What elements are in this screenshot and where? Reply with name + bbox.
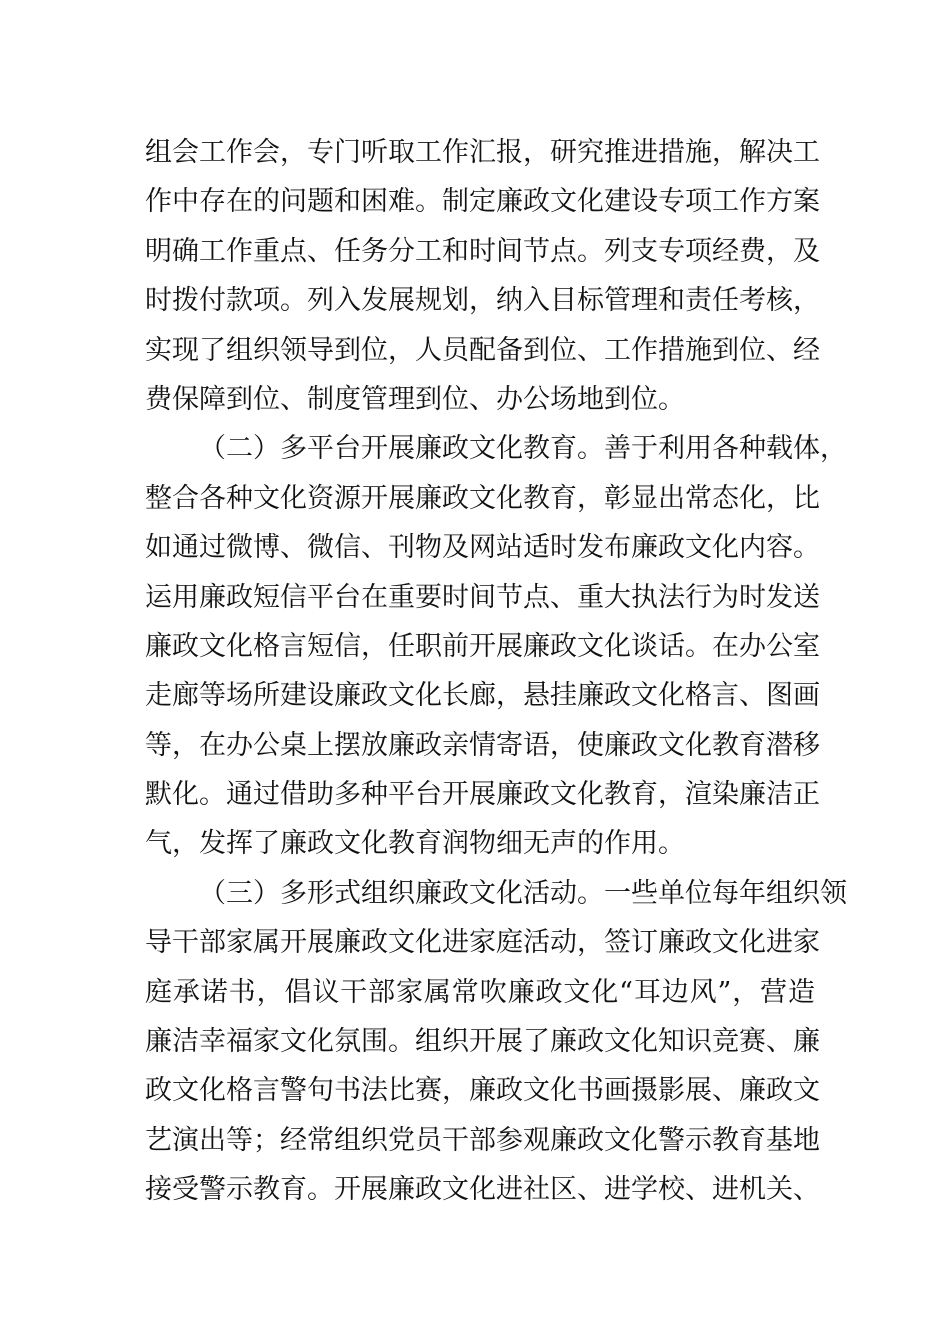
text-line: 明确工作重点、任务分工和时间节点。列支专项经费，及 bbox=[145, 235, 820, 267]
text-line: 政文化格言警句书法比赛，廉政文化书画摄影展、廉政文 bbox=[145, 1075, 820, 1107]
text-line: 导干部家属开展廉政文化进家庭活动，签订廉政文化进家 bbox=[145, 927, 820, 959]
text-line: 气，发挥了廉政文化教育润物细无声的作用。 bbox=[145, 828, 685, 860]
text-line: 运用廉政短信平台在重要时间节点、重大执法行为时发送 bbox=[145, 581, 820, 613]
text-line: 费保障到位、制度管理到位、办公场地到位。 bbox=[145, 383, 685, 415]
section-heading-line: （三）多形式组织廉政文化活动。一些单位每年组织领 bbox=[199, 877, 847, 909]
text-line: 时拨付款项。列入发展规划，纳入目标管理和责任考核， bbox=[145, 285, 820, 317]
text-line: 廉洁幸福家文化氛围。组织开展了廉政文化知识竞赛、廉 bbox=[145, 1026, 820, 1058]
text-line: 实现了组织领导到位，人员配备到位、工作措施到位、经 bbox=[145, 334, 820, 366]
text-line: 如通过微博、微信、刊物及网站适时发布廉政文化内容。 bbox=[145, 532, 820, 564]
text-line: 艺演出等；经常组织党员干部参观廉政文化警示教育基地 bbox=[145, 1124, 820, 1156]
text-line: 庭承诺书，倡议干部家属常吹廉政文化“耳边风”，营造 bbox=[145, 976, 815, 1008]
document-body bbox=[145, 128, 847, 1215]
text-line: 默化。通过借助多种平台开展廉政文化教育，渲染廉洁正 bbox=[145, 779, 820, 811]
text-line: 组会工作会，专门听取工作汇报，研究推进措施，解决工 bbox=[145, 137, 820, 168]
text-line: 整合各种文化资源开展廉政文化教育，彰显出常态化，比 bbox=[145, 482, 820, 514]
text-line: 等，在办公桌上摆放廉政亲情寄语，使廉政文化教育潜移 bbox=[145, 729, 820, 761]
text-line: 廉政文化格言短信，任职前开展廉政文化谈话。在办公室 bbox=[145, 630, 820, 662]
text-line: 走廊等场所建设廉政文化长廊，悬挂廉政文化格言、图画 bbox=[145, 680, 820, 712]
text-line: 作中存在的问题和困难。制定廉政文化建设专项工作方案 bbox=[145, 186, 820, 218]
text-line: 接受警示教育。开展廉政文化进社区、进学校、进机关、 bbox=[145, 1174, 820, 1206]
section-heading-line: （二）多平台开展廉政文化教育。善于利用各种载体， bbox=[199, 433, 847, 465]
